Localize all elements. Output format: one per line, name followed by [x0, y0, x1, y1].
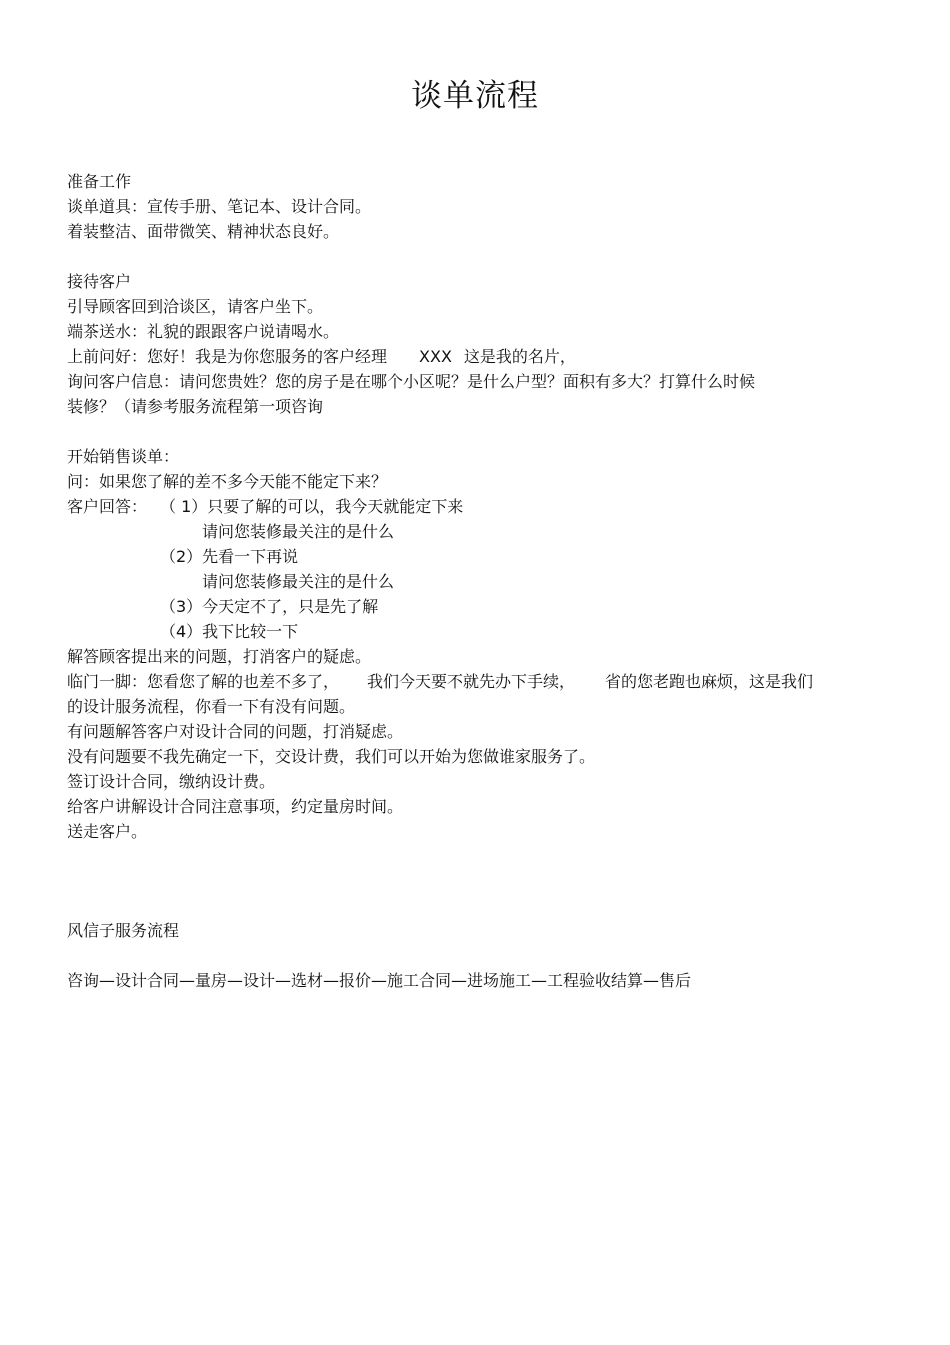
answer-option-1: （ 1）只要了解的可以，我今天就能定下来 [160, 497, 464, 516]
greet-text-a: 上前问好：您好！我是为你您服务的客户经理 [67, 347, 388, 366]
greet-name-placeholder: XXX [419, 347, 452, 366]
sales-no-question: 没有问题要不我先确定一下，交设计费，我们可以开始为您做谁家服务了。 [67, 747, 596, 766]
answer-option-3: （3）今天定不了，只是先了解 [160, 597, 379, 616]
sales-close-2: 的设计服务流程，你看一下有没有问题。 [67, 697, 356, 716]
sales-heading: 开始销售谈单： [67, 447, 180, 466]
answer-option-2: （2）先看一下再说 [160, 547, 299, 566]
answer-option-1-followup: 请问您装修最关注的是什么 [202, 522, 395, 541]
reception-tea: 端茶送水：礼貌的跟跟客户说请喝水。 [67, 322, 340, 341]
close-text-b: 我们今天要不就先办下手续， [367, 672, 576, 691]
greet-text-c: 这是我的名片， [463, 347, 576, 366]
reception-greet [67, 345, 576, 369]
reception-guide: 引导顾客回到洽谈区，请客户坐下。 [67, 297, 324, 316]
prep-heading: 准备工作 [67, 172, 132, 191]
answer-option-4: （4）我下比较一下 [160, 622, 299, 641]
service-flow: 咨询—设计合同—量房—设计—选材—报价—施工合同—进场施工—工程验收结算—售后 [67, 971, 692, 990]
service-heading: 风信子服务流程 [67, 921, 180, 940]
close-text-c: 省的您老跑也麻烦，这是我们 [605, 672, 814, 691]
reception-inquiry-1: 询问客户信息：请问您贵姓？您的房子是在哪个小区呢？是什么户型？面积有多大？打算什么时候 [67, 372, 756, 391]
reception-inquiry-2: 装修？（请参考服务流程第一项咨询 [67, 397, 324, 416]
answer-option-2-followup: 请问您装修最关注的是什么 [202, 572, 395, 591]
prep-attire: 着装整洁、面带微笑、精神状态良好。 [67, 222, 340, 241]
reception-heading: 接待客户 [67, 272, 132, 291]
sales-question: 问：如果您了解的差不多今天能不能定下来？ [67, 472, 388, 491]
sales-contract-question: 有问题解答客户对设计合同的问题，打消疑虑。 [67, 722, 404, 741]
sales-sendoff: 送走客户。 [67, 822, 148, 841]
close-text-a: 临门一脚：您看您了解的也差不多了， [67, 672, 340, 691]
sales-close [67, 670, 813, 694]
prep-tools: 谈单道具：宣传手册、笔记本、设计合同。 [67, 197, 372, 216]
page-title: 谈单流程 [411, 78, 539, 114]
sales-sign: 签订设计合同，缴纳设计费。 [67, 772, 276, 791]
sales-explain: 给客户讲解设计合同注意事项，约定量房时间。 [67, 797, 404, 816]
sales-answer-label: 客户回答： [67, 497, 148, 516]
sales-resolve: 解答顾客提出来的问题，打消客户的疑虑。 [67, 647, 372, 666]
